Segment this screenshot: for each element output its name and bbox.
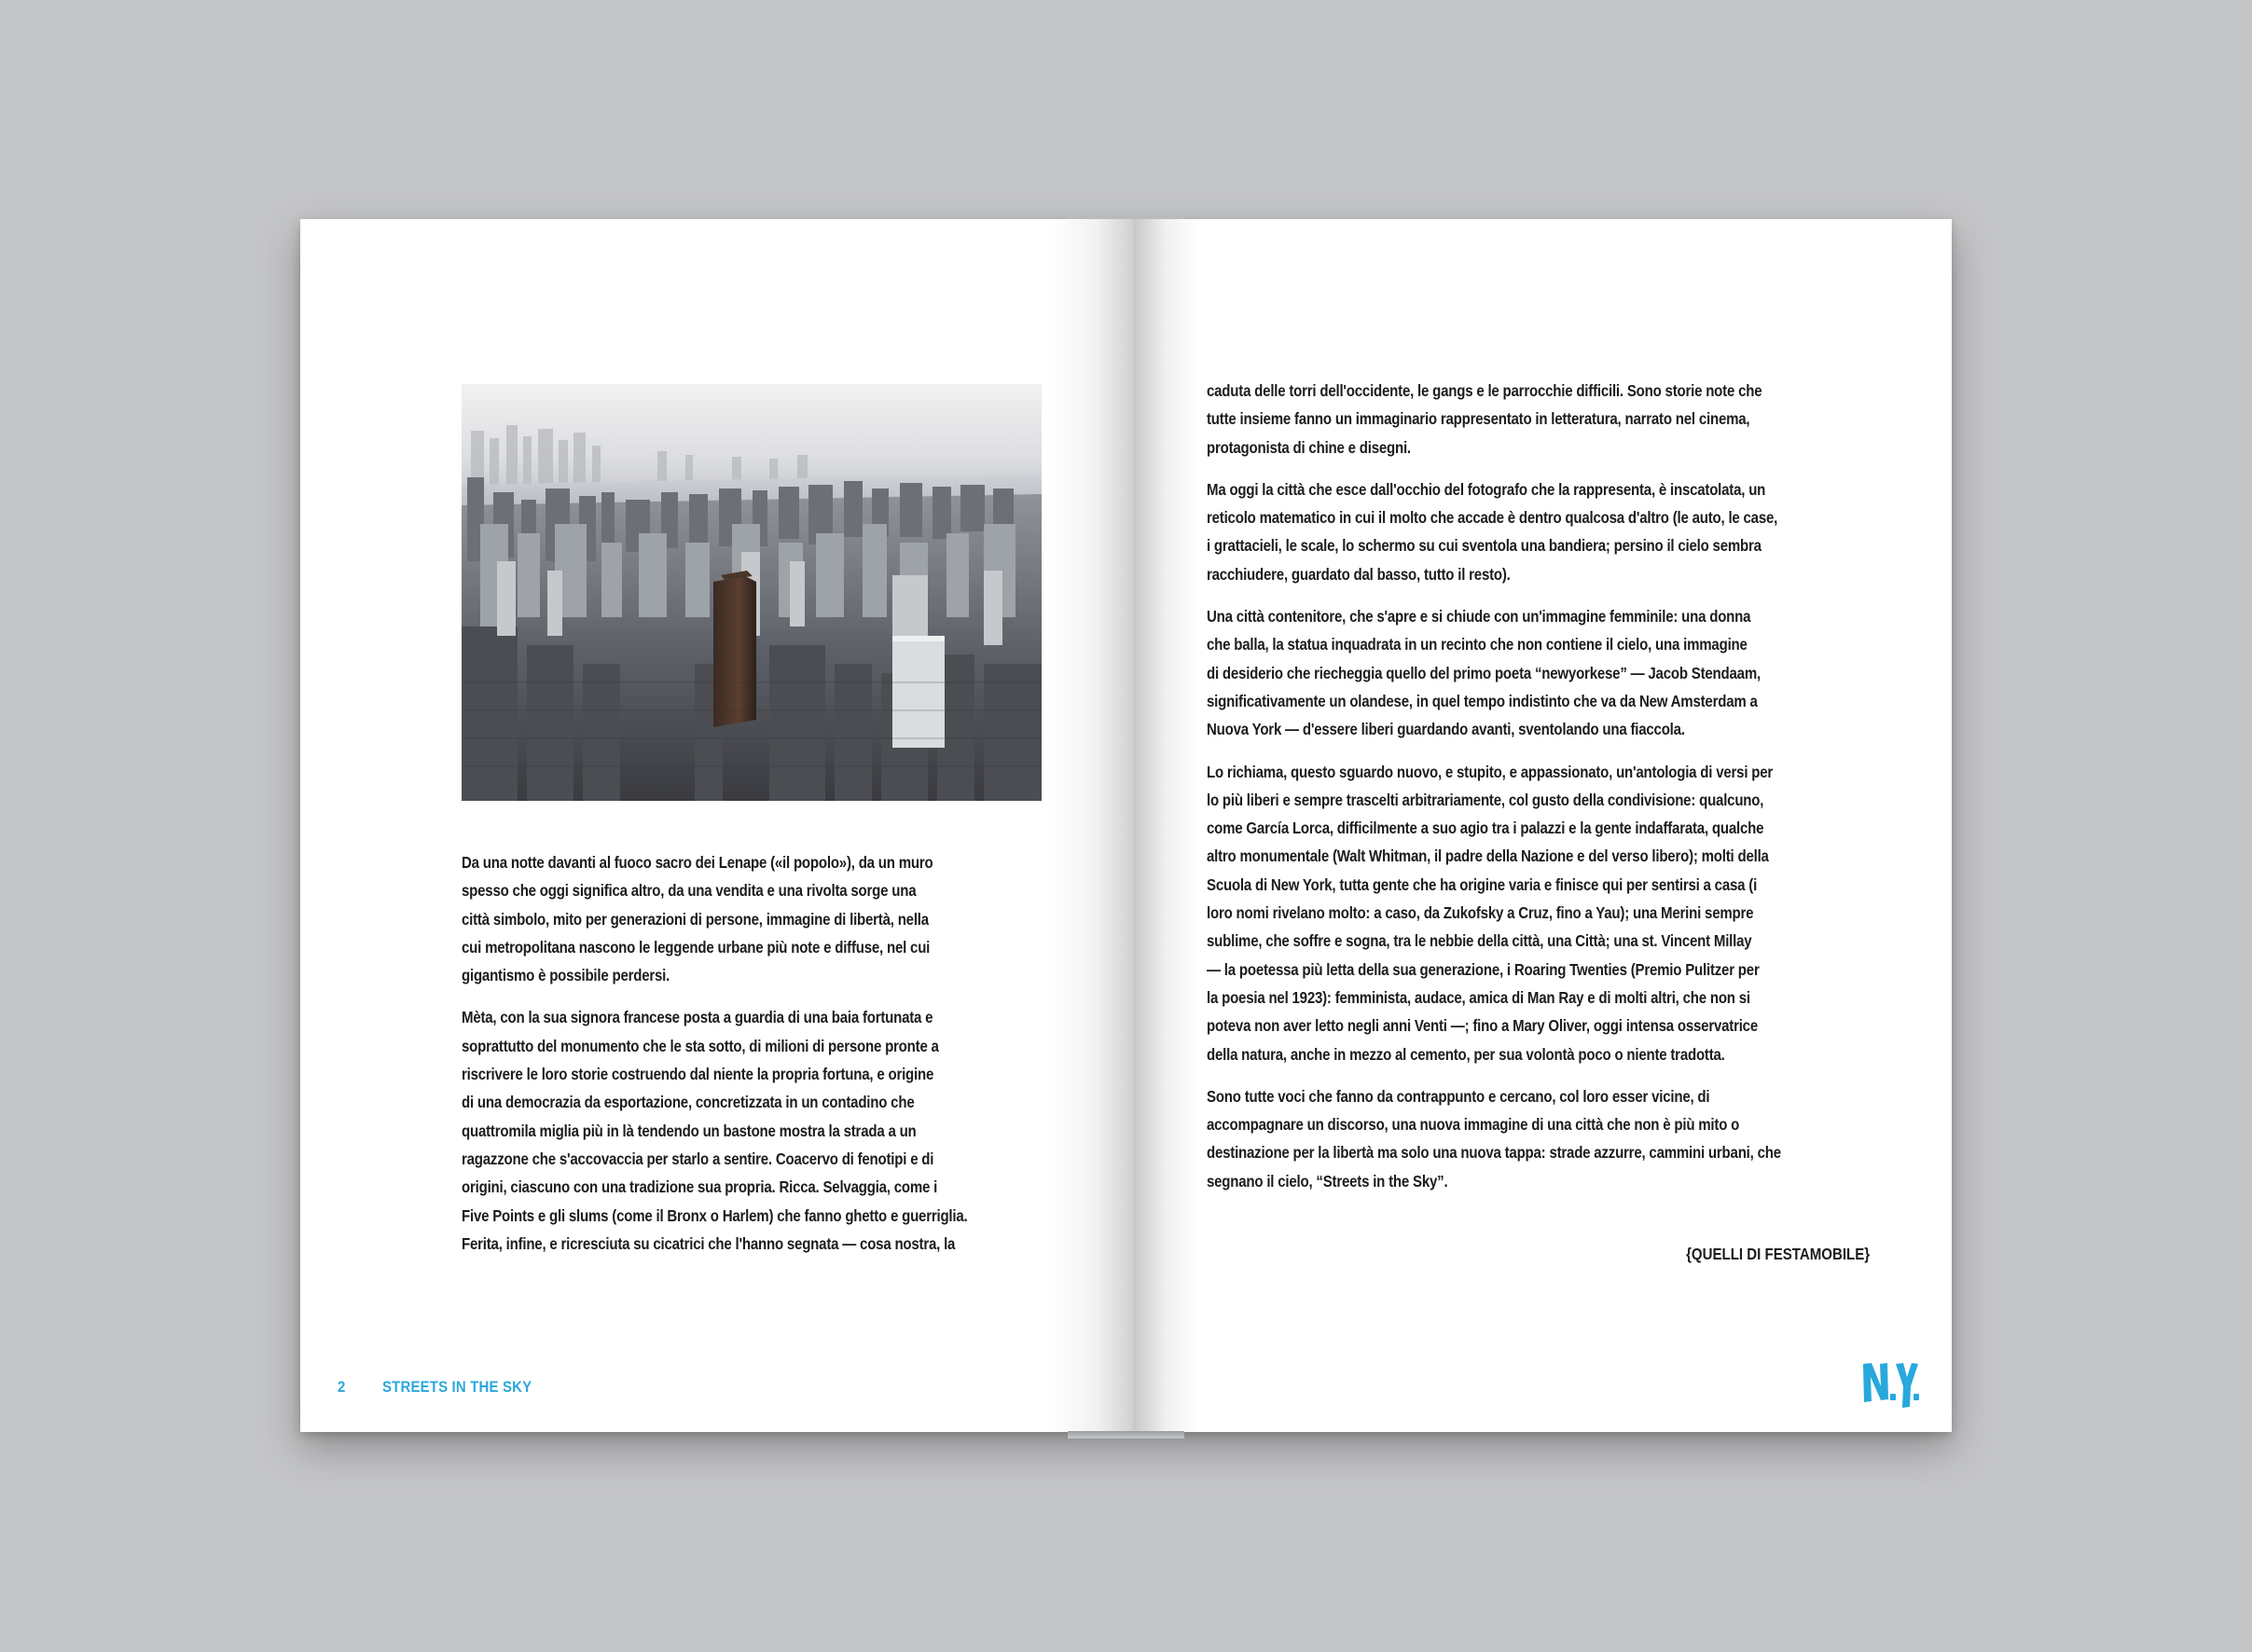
text-line: origini, ciascuno con una tradizione sua propria. Ricca. Selvaggia, come i: [462, 1177, 938, 1197]
text-line: ragazzone che s'accovaccia per starlo a sentire. Coacervo di fenotipi e di: [462, 1149, 934, 1168]
text-line: destinazione per la libertà ma solo una nuova tappa: strade azzurre, cammini urbani, che: [1207, 1143, 1781, 1163]
text-line: — la poetessa più letta della sua generazione, i Roaring Twenties (Premio Pulitzer per: [1207, 959, 1760, 979]
text-line: città simbolo, mito per generazioni di persone, immagine di libertà, nella: [462, 909, 929, 929]
text-line: Ferita, infine, e ricresciuta su cicatrici che l'hanno segnata — cosa nostra, la: [462, 1233, 956, 1253]
left-paragraph-1: [462, 848, 1039, 989]
text-line: Una città contenitore, che s'apre e si chiude con un'immagine femminile: una donna: [1207, 607, 1751, 626]
right-paragraph-1: [1207, 377, 1872, 461]
page-number: 2: [338, 1378, 346, 1396]
book-spread: [300, 219, 1952, 1432]
running-title: STREETS IN THE SKY: [382, 1378, 532, 1396]
text-line: la poesia nel 1923): femminista, audace, amica di Man Ray e di molti altri, che non si: [1207, 987, 1750, 1007]
right-paragraph-2: [1207, 475, 1872, 588]
text-line: Nuova York — d'essere liberi guardando avanti, sventolando una fiaccola.: [1207, 720, 1685, 739]
ny-logo: [1860, 1358, 1920, 1411]
text-line: soprattutto del monumento che le sta sotto, di milioni di persone pronte a: [462, 1036, 939, 1055]
text-line: cui metropolitana nascono le leggende urbane più note e diffuse, nel cui: [462, 937, 931, 957]
aerial-city-skyline-image: [462, 384, 1042, 801]
author-signature: {QUELLI DI FESTAMOBILE}: [1685, 1245, 1870, 1263]
right-paragraph-5: [1207, 1082, 1872, 1195]
city-photo: [462, 384, 1042, 801]
right-body-text: [1207, 377, 1872, 1209]
left-paragraph-2: [462, 1003, 1039, 1258]
text-line: lo più liberi e sempre trascelti arbitrariamente, col gusto della condivisione: qualcuno,: [1207, 790, 1764, 809]
text-line: spesso che oggi significa altro, da una vendita e una rivolta sorge una: [462, 881, 917, 901]
text-line: sublime, che soffre e sogna, tra le nebbie della città, una Città; una st. Vincent Millay: [1207, 931, 1752, 951]
text-line: caduta delle torri dell'occidente, le gangs e le parrocchie difficili. Sono storie note che: [1207, 381, 1762, 400]
text-line: Lo richiama, questo sguardo nuovo, e stupito, e appassionato, un'antologia di versi per: [1207, 762, 1774, 781]
right-page: [1133, 219, 1952, 1432]
text-line: riscrivere le loro storie costruendo dal niente la propria fortuna, e origine: [462, 1065, 934, 1084]
text-line: Da una notte davanti al fuoco sacro dei Lenape («il popolo»), da un muro: [462, 853, 933, 872]
text-line: Ma oggi la città che esce dall'occhio del fotografo che la rappresenta, è inscatolata, un: [1207, 479, 1766, 499]
text-line: significativamente un olandese, in quel tempo indistinto che va da New Amsterdam a: [1207, 691, 1758, 710]
text-line: reticolo matematico in cui il molto che accade è dentro qualcosa d'altro (le auto, le case,: [1207, 508, 1778, 528]
text-line: gigantismo è possibile perdersi.: [462, 966, 670, 985]
text-line: protagonista di chine e disegni.: [1207, 437, 1411, 457]
text-line: poteva non aver letto negli anni Venti —; fino a Mary Oliver, oggi intensa osservatrice: [1207, 1016, 1758, 1036]
text-line: Mèta, con la sua signora francese posta a guardia di una baia fortunata e: [462, 1008, 933, 1027]
spine-bottom: [1068, 1431, 1184, 1439]
text-line: della natura, anche in mezzo al cemento, per sua volontà poco o niente tradotta.: [1207, 1044, 1725, 1064]
text-line: racchiudere, guardato dal basso, tutto il resto).: [1207, 564, 1511, 584]
left-page: [300, 219, 1133, 1432]
text-line: Five Points e gli slums (come il Bronx o Harlem) che fanno ghetto e guerriglia.: [462, 1205, 968, 1225]
text-line: Sono tutte voci che fanno da contrappunto e cercano, col loro esser vicine, di: [1207, 1086, 1710, 1106]
text-line: quattromila miglia più in là tendendo un bastone mostra la strada a un: [462, 1121, 917, 1140]
text-line: come García Lorca, difficilmente a suo agio tra i palazzi e la gente indaffarata, qualche: [1207, 819, 1764, 838]
text-line: tutte insieme fanno un immaginario rappresentato in letteratura, narrato nel cinema,: [1207, 409, 1750, 429]
text-line: i grattacieli, le scale, lo schermo su cui sventola una bandiera; persino il cielo sembra: [1207, 536, 1762, 556]
text-line: di desiderio che riecheggia quello del primo poeta “newyorkese” — Jacob Stendaam,: [1207, 663, 1761, 682]
text-line: accompagnare un discorso, una nuova immagine di una città che non è più mito o: [1207, 1115, 1740, 1135]
text-line: altro monumentale (Walt Whitman, il padre della Nazione e del verso libero); molti della: [1207, 847, 1769, 866]
right-paragraph-3: [1207, 602, 1872, 743]
right-paragraph-4: [1207, 758, 1872, 1068]
text-line: di una democrazia da esportazione, concretizzata in un contadino che: [462, 1093, 915, 1112]
text-line: loro nomi rivelano molto: a caso, da Zukofsky a Cruz, fino a Yau); una Merini sempre: [1207, 903, 1754, 923]
text-line: Scuola di New York, tutta gente che ha origine varia e finisce qui per sentirsi a casa (i: [1207, 874, 1758, 894]
left-body-text: [462, 848, 1039, 1272]
text-line: segnano il cielo, “Streets in the Sky”.: [1207, 1171, 1448, 1191]
text-line: che balla, la statua inquadrata in un recinto che non contiene il cielo, una immagine: [1207, 635, 1748, 654]
